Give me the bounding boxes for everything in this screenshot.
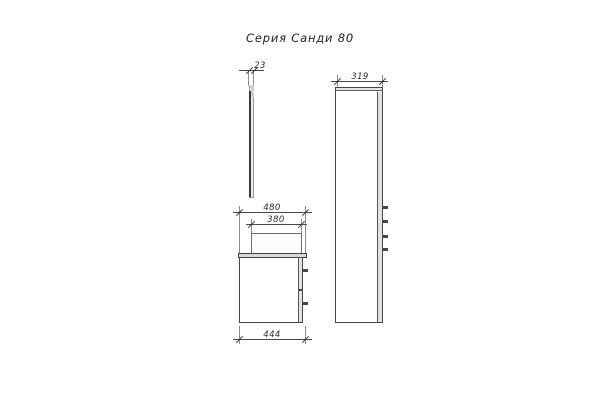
mirror-mount-bracket — [251, 85, 254, 97]
column-front-panel — [377, 92, 382, 322]
vanity-countertop-depth-label: 480 — [263, 203, 281, 213]
sheet-title: Серия Санди 80 — [246, 31, 354, 45]
extension-line — [251, 219, 252, 233]
column-depth-label: 319 — [351, 72, 369, 82]
extension-line — [305, 326, 306, 344]
extension-line — [253, 71, 254, 86]
extension-line — [239, 326, 240, 344]
door-handle — [383, 220, 388, 223]
extension-line — [248, 71, 249, 86]
drawer-divider-mark — [299, 289, 303, 291]
mirror-glass — [249, 91, 251, 197]
vanity-base-depth-label: 444 — [263, 330, 281, 340]
column-body — [335, 87, 383, 323]
column-top-panel — [336, 88, 382, 91]
mirror-depth-label: 23 — [254, 61, 266, 71]
door-handle — [383, 235, 388, 238]
door-handle — [383, 248, 388, 251]
vanity-body — [239, 257, 303, 323]
door-handle — [383, 206, 388, 209]
washbasin-outline — [251, 233, 302, 254]
drawer-handle — [303, 269, 308, 272]
extension-line — [301, 219, 302, 233]
drawer-handle — [303, 302, 308, 305]
basin-depth-label: 380 — [267, 215, 285, 225]
